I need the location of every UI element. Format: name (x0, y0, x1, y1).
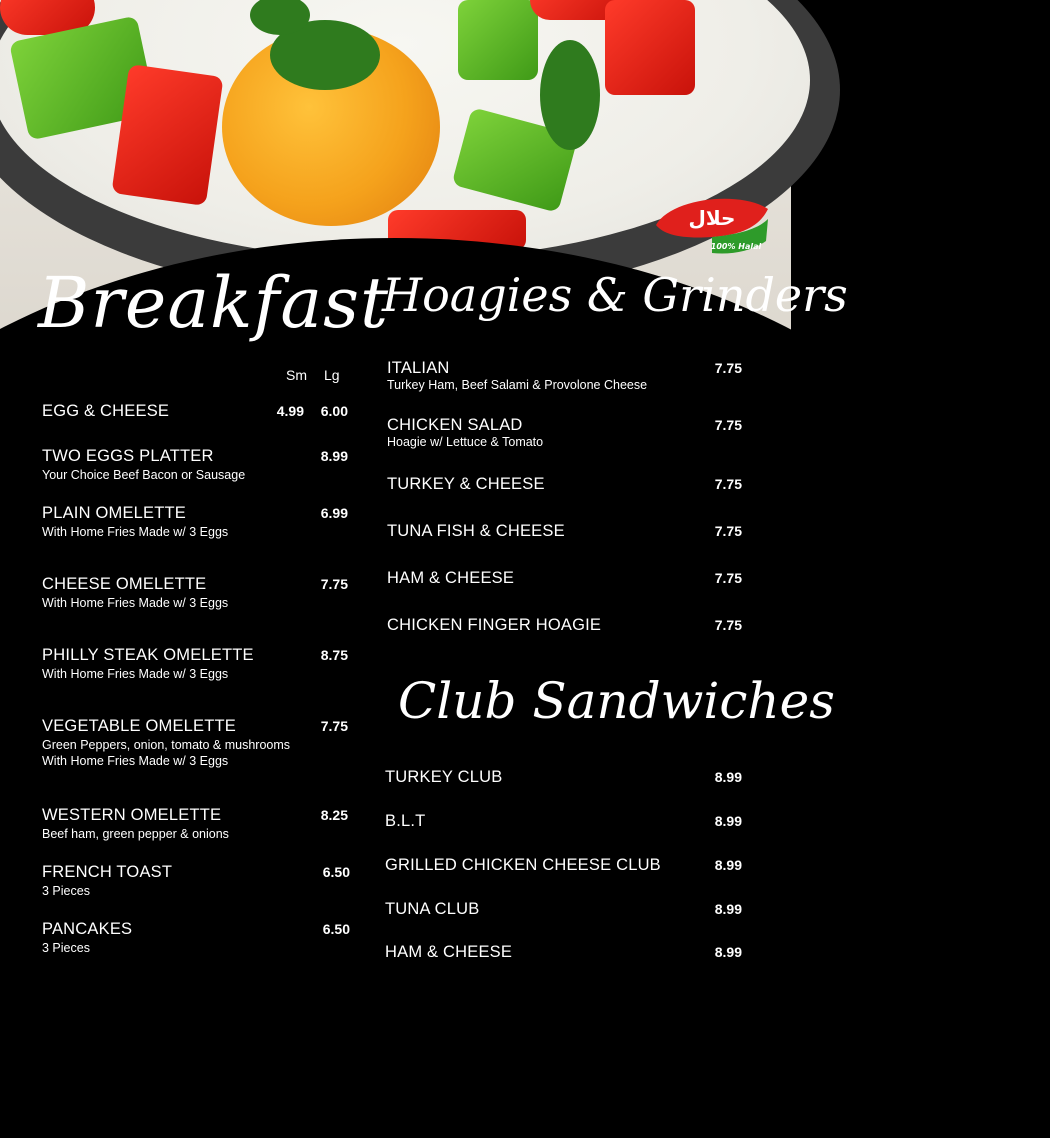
menu-item-name: TUNA CLUB (385, 900, 480, 918)
menu-item (387, 359, 647, 392)
green-pepper-shape (458, 0, 538, 80)
red-pepper-shape (111, 64, 223, 206)
menu-item-price: 7.75 (714, 570, 742, 586)
menu-item (42, 575, 228, 610)
menu-item-name: TWO EGGS PLATTER (42, 447, 214, 465)
menu-item-price: 7.75 (320, 576, 348, 592)
hoagies-heading: Hoagies & Grinders (382, 268, 848, 322)
menu-item-price-sm: 4.99 (276, 403, 304, 419)
halal-badge-icon (652, 195, 770, 257)
menu-item (42, 717, 290, 768)
menu-item-price: 6.50 (322, 864, 350, 880)
menu-item-name: FRENCH TOAST (42, 863, 173, 881)
menu-item (42, 447, 245, 482)
menu-item-price: 7.75 (714, 476, 742, 492)
menu-item-price: 6.50 (322, 921, 350, 937)
menu-item-price: 8.99 (714, 901, 742, 917)
menu-item-description: With Home Fries Made w/ 3 Eggs (42, 667, 229, 681)
menu-item-price: 7.75 (714, 617, 742, 633)
menu-item (385, 900, 479, 919)
menu-item-price: 8.75 (320, 647, 348, 663)
menu-item-price: 8.99 (320, 448, 348, 464)
menu-item (385, 812, 425, 831)
menu-item-description: Turkey Ham, Beef Salami & Provolone Cheese (387, 378, 648, 392)
menu-item-name: EGG & CHEESE (42, 402, 170, 420)
menu-item-description: Hoagie w/ Lettuce & Tomato (387, 435, 544, 449)
menu-item-name: PLAIN OMELETTE (42, 504, 187, 522)
menu-item (387, 522, 565, 541)
menu-item-name: B.L.T (385, 812, 426, 830)
menu-item-name: WESTERN OMELETTE (42, 806, 222, 824)
menu-item-price-lg: 6.00 (320, 403, 348, 419)
menu-item-price: 6.99 (320, 505, 348, 521)
menu-item-description: Green Peppers, onion, tomato & mushrooms (42, 738, 291, 752)
menu-item-description: 3 Pieces (42, 941, 90, 955)
menu-item (385, 943, 512, 962)
menu-item (42, 863, 172, 898)
halal-arabic-label: حلال (688, 206, 736, 230)
menu-item-name: TUNA FISH & CHEESE (387, 522, 565, 540)
menu-item (42, 920, 132, 955)
menu-item-price: 8.99 (714, 813, 742, 829)
menu-item (42, 646, 254, 681)
menu-item (387, 569, 514, 588)
size-header-lg: Lg (324, 367, 340, 383)
menu-item-name: CHEESE OMELETTE (42, 575, 207, 593)
parsley-shape (540, 40, 600, 150)
menu-item-name: VEGETABLE OMELETTE (42, 717, 237, 735)
menu-item (42, 806, 229, 841)
menu-item-name: HAM & CHEESE (385, 943, 513, 961)
menu-item-price: 7.75 (714, 523, 742, 539)
menu-item-name: PHILLY STEAK OMELETTE (42, 646, 254, 664)
menu-item-price: 8.99 (714, 944, 742, 960)
breakfast-heading: Breakfast (38, 262, 390, 344)
menu-item-description: With Home Fries Made w/ 3 Eggs (42, 525, 229, 539)
menu-item (387, 475, 545, 494)
menu-item (42, 504, 228, 539)
menu-item-description: Beef ham, green pepper & onions (42, 827, 229, 841)
menu-item-name: PANCAKES (42, 920, 133, 938)
size-header-sm: Sm (286, 367, 307, 383)
menu-item (385, 768, 502, 787)
halal-badge-text: 100% Halal (710, 242, 762, 251)
menu-item-price: 8.99 (714, 857, 742, 873)
menu-item-price: 8.99 (714, 769, 742, 785)
menu-item-price: 7.75 (714, 417, 742, 433)
club-sandwiches-heading: Club Sandwiches (398, 672, 835, 730)
menu-item-name: TURKEY & CHEESE (387, 475, 545, 493)
menu-item-price: 7.75 (714, 360, 742, 376)
menu-item (387, 416, 543, 449)
menu-item-price: 8.25 (320, 807, 348, 823)
menu-item-name: TURKEY CLUB (385, 768, 503, 786)
menu-item (387, 616, 601, 635)
menu-item-price: 7.75 (320, 718, 348, 734)
menu-item-name: ITALIAN (387, 359, 450, 377)
menu-item-description: Your Choice Beef Bacon or Sausage (42, 468, 246, 482)
menu-item-description-2: With Home Fries Made w/ 3 Eggs (42, 754, 229, 768)
menu-item-name: CHICKEN FINGER HOAGIE (387, 616, 602, 634)
menu-item-name: GRILLED CHICKEN CHEESE CLUB (385, 856, 661, 874)
red-pepper-shape (605, 0, 695, 95)
menu-item-description: With Home Fries Made w/ 3 Eggs (42, 596, 229, 610)
menu-item-description: 3 Pieces (42, 884, 90, 898)
menu-item-name: CHICKEN SALAD (387, 416, 523, 434)
menu-item-name: HAM & CHEESE (387, 569, 515, 587)
menu-item (42, 402, 169, 421)
menu-item (385, 856, 661, 875)
